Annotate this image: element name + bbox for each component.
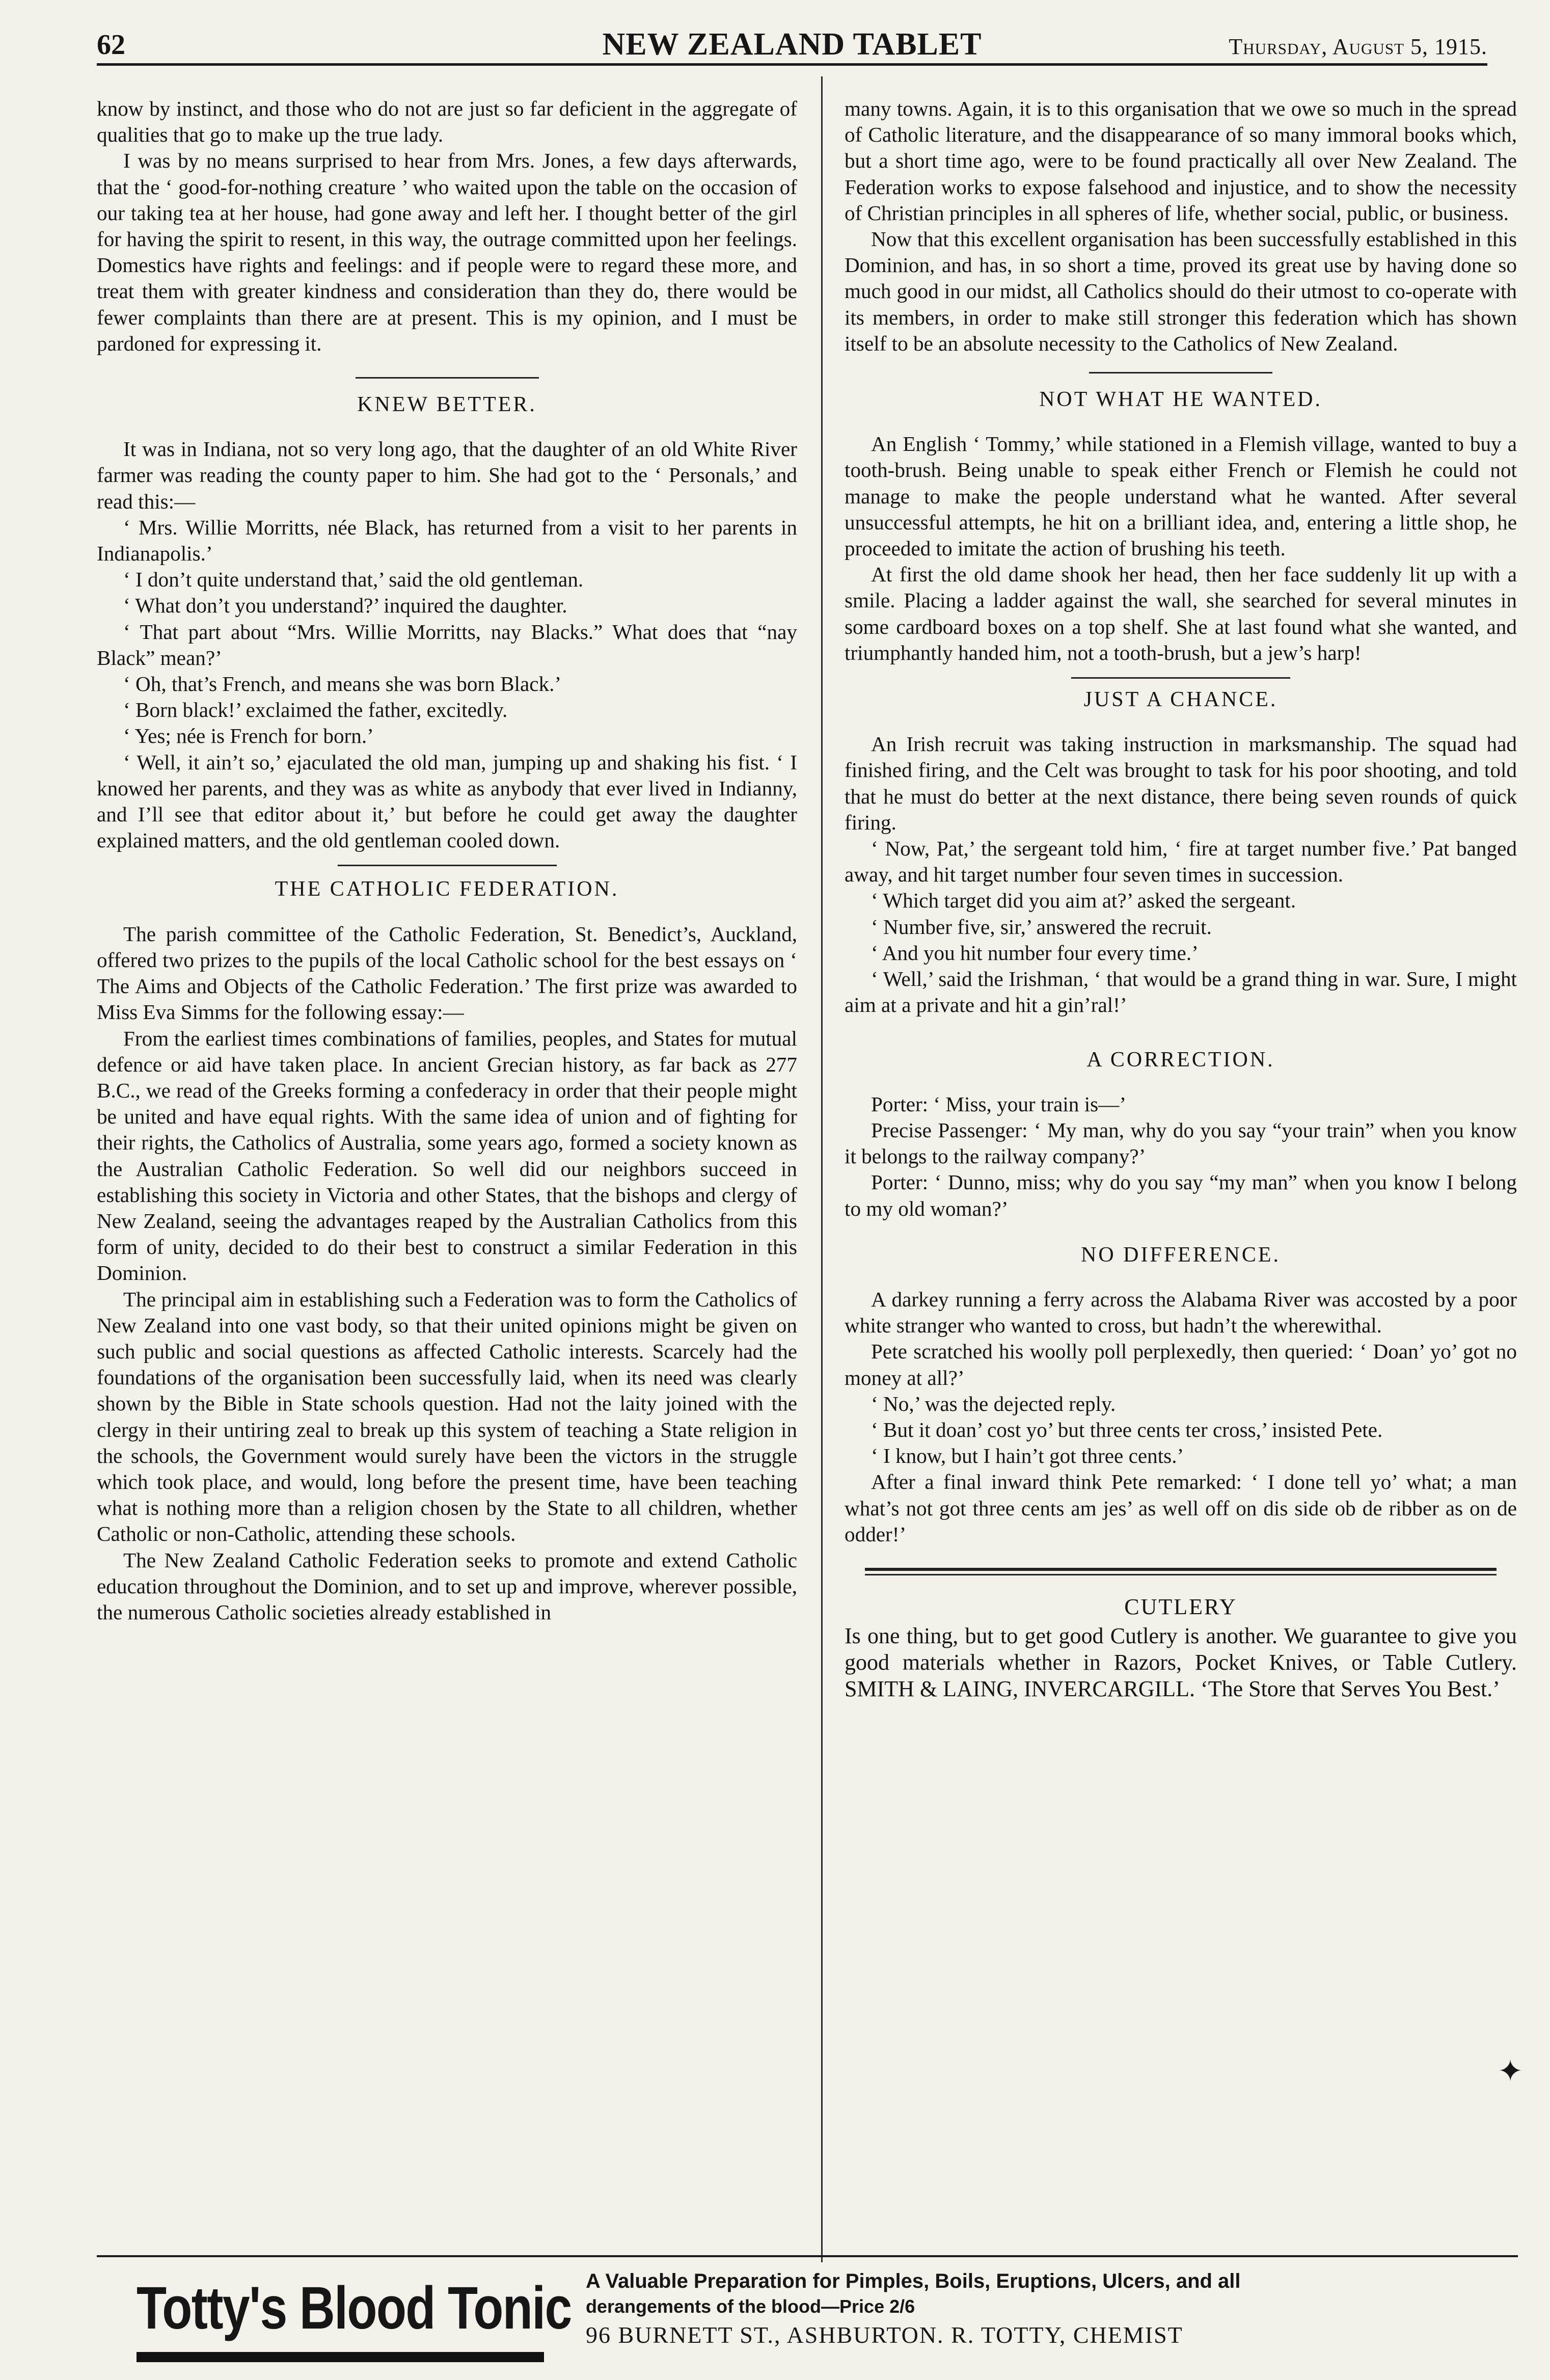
masthead-rule [97, 63, 1487, 66]
left-column [97, 96, 797, 1625]
article-paragraph: The principal aim in establishing such a Federation was to form the Catholics of New Zealand into one vast body, so that their united opinions might be given on such public and social questions as affected Catholic interests. Scarcely had the foundations of the organisation been successfully laid, when its need was clearly shown by the Bible in State schools question. Had not the laity joined with the clergy in their untiring zeal to break up this system of teaching a State religion in the schools, the Government would surely have been the victors in the struggle which took place, and would, long before the present time, have been teaching what is nothing more than a religion chosen by the State to all children, whether Catholic or non-Catholic, attending these schools. [97, 1287, 797, 1546]
article-paragraph: At first the old dame shook her head, then her face suddenly lit up with a smile. Placing a ladder against the wall, she searched for several minutes in some cardboard boxes on a top shelf. She at last found what she wanted, and triumphantly handed him, not a tooth-brush, but a jew’s harp! [845, 563, 1517, 664]
article-paragraph: After a final inward think Pete remarked: ‘ I done tell yo’ what; a man what’s not got three cents am jes’ as well off on dis side ob de ribber as on de odder!’ [845, 1470, 1517, 1546]
tonic-line-3: 96 BURNETT ST., ASHBURTON. R. TOTTY, CHEMIST [586, 2322, 1183, 2348]
section-rule [338, 865, 557, 866]
publication-title: NEW ZEALAND TABLET [602, 27, 982, 62]
article-paragraph: From the earliest times combinations of families, peoples, and States for mutual defence or aid have taken place. In ancient Grecian history, as far back as 277 B.C., we read of the Greeks forming a confederacy in order that their people might be united and have equal rights. With the same idea of union and of fighting for their rights, the Catholics of Australia, some years ago, formed a society known as the Australian Catholic Federation. So well did our neighbors succeed in establishing this society in Victoria and other States, that the bishops and clergy of New Zealand, seeing the advantages reaped by the Australian Catholics from this form of unity, decided to do their best to construct a similar Federation in this Dominion. [97, 1026, 797, 1285]
article-paragraph: An Irish recruit was taking instruction in marksmanship. The squad had finished firing, and the Celt was brought to task for his poor shooting, and told that he must do better at the next distance, there being seven rounds of quick firing. [845, 732, 1517, 834]
article-paragraph: An English ‘ Tommy,’ while stationed in a Flemish village, wanted to buy a tooth-brush. Being unable to speak either French or Flemish he could not manage to make the people understand what he wanted. After several unsuccessful attempts, he hit on a brilliant idea, and, entering a little shop, he proceeded to imitate the action of brushing his teeth. [845, 432, 1517, 560]
article-paragraph: The parish committee of the Catholic Federation, St. Benedict’s, Auckland, offered two prizes to the pupils of the local Catholic school for the best essays on ‘ The Aims and Objects of the Catholic Federation.’ The first prize was awarded to Miss Eva Simms for the following essay:— [97, 922, 797, 1024]
advert-rule [865, 1568, 1497, 1575]
article-paragraph: ‘ Number five, sir,’ answered the recruit. [871, 915, 1212, 939]
tonic-underline [137, 2352, 544, 2362]
intro-paragraph: know by instinct, and those who do not are just so far deficient in the aggregate of qualities that go to make up the true lady. [97, 97, 797, 147]
article-paragraph: The New Zealand Catholic Federation seeks to promote and extend Catholic education throughout the Dominion, and to set up and improve, wherever possible, the numerous Catholic societies already established in [97, 1548, 797, 1624]
heading-catholic-federation: THE CATHOLIC FEDERATION. [275, 877, 619, 901]
article-paragraph: ‘ Yes; née is French for born.’ [123, 724, 374, 748]
tonic-line-1: A Valuable Preparation for Pimples, Boils, Eruptions, Ulcers, and all [586, 2270, 1241, 2292]
article-paragraph: ‘ What don’t you understand?’ inquired the daughter. [123, 594, 567, 618]
article-paragraph: ‘ Oh, that’s French, and means she was born Black.’ [123, 672, 562, 696]
article-paragraph: ‘ Born black!’ exclaimed the father, excitedly. [123, 698, 508, 722]
heading-knew-better: KNEW BETTER. [357, 393, 537, 417]
tonic-brand-name: Totty's Blood Tonic [137, 2275, 572, 2342]
article-paragraph: ‘ That part about “Mrs. Willie Morritts, nay Blacks.” What does that “nay Black” mean?’ [97, 620, 797, 670]
issue-date: Thursday, August 5, 1915. [1229, 34, 1487, 59]
article-paragraph: ‘ Which target did you aim at?’ asked the sergeant. [871, 889, 1296, 913]
article-paragraph: ‘ Well, it ain’t so,’ ejaculated the old man, jumping up and shaking his fist. ‘ I knowed her parents, and they was as white as anybody that ever lived in Indianny, and I’ll see that editor about it,’ but before he could get away the daughter explained matters, and the old gentleman cooled down. [97, 750, 797, 852]
article-paragraph: ‘ But it doan’ cost yo’ but three cents ter cross,’ insisted Pete. [871, 1418, 1383, 1441]
heading-not-what-he-wanted: NOT WHAT HE WANTED. [1039, 388, 1322, 412]
article-paragraph: Now that this excellent organisation has been successfully established in this Dominion, and has, in so short a time, proved its great use by having done so much good in our midst, all Catholics should do their utmost to co-operate with its members, in order to make still stronger this federation which has shown itself to be an absolute necessity to the Catholics of New Zealand. [845, 227, 1517, 355]
section-rule [356, 377, 539, 379]
intro-paragraph: I was by no means surprised to hear from Mrs. Jones, a few days afterwards, that the ‘ good-for-nothing creature ’ who waited upon the table on the occasion of our taking tea at her house, had gone away and left her. I thought better of the girl for having the spirit to resent, in this way, the outrage committed upon her feelings. Domestics have rights and feelings: and if people were to regard these more, and treat them with greater kindness and consideration than they do, there would be fewer complaints than there are at present. This is my opinion, and I must be pardoned for expressing it. [97, 149, 797, 355]
article-paragraph: ‘ No,’ was the dejected reply. [871, 1392, 1116, 1415]
cutlery-ad-text: Is one thing, but to get good Cutlery is another. We guarantee to give you good materials whether in Razors, Pocket Knives, or Table Cutlery. SMITH & LAING, INVERCARGILL. ‘The Store that Serves You Best.’ [845, 1623, 1517, 1702]
article-paragraph: many towns. Again, it is to this organisation that we owe so much in the spread of Catholic literature, and the disappearance of so many immoral books which, but a short time ago, were to be found practically all over New Zealand. The Federation works to expose falsehood and injustice, and to show the necessity of Christian principles in all spheres of life, whether social, public, or business. [845, 97, 1517, 225]
article-paragraph: A darkey running a ferry across the Alabama River was accosted by a poor white stranger who wanted to cross, but hadn’t the wherewithal. [845, 1287, 1517, 1338]
heading-a-correction: A CORRECTION. [1086, 1048, 1275, 1072]
page-number: 62 [97, 29, 125, 61]
article-paragraph: ‘ Mrs. Willie Morritts, née Black, has returned from a visit to her parents in Indianapolis.’ [97, 515, 797, 566]
masthead [97, 26, 1487, 66]
article-paragraph: Pete scratched his woolly poll perplexedly, then queried: ‘ Doan’ yo’ got no money at all?’ [845, 1340, 1517, 1389]
article-paragraph: ‘ Now, Pat,’ the sergeant told him, ‘ fire at target number five.’ Pat banged away, and hit target number four seven times in succession. [845, 837, 1517, 887]
ink-mark-icon: ✦ [1498, 2054, 1524, 2088]
article-paragraph: ‘ I know, but I hain’t got three cents.’ [871, 1444, 1184, 1468]
article-paragraph: Porter: ‘ Miss, your train is—’ [871, 1092, 1127, 1116]
heading-no-difference: NO DIFFERENCE. [1080, 1243, 1281, 1267]
article-paragraph: Precise Passenger: ‘ My man, why do you say “your train” when you know it belongs to the railway company?’ [845, 1118, 1517, 1168]
article-paragraph: ‘ And you hit number four every time.’ [871, 941, 1199, 965]
cutlery-ad-heading: CUTLERY [1124, 1594, 1237, 1619]
tonic-advert-brand [137, 2274, 572, 2370]
tonic-advert-text [586, 2268, 1518, 2348]
right-column [845, 96, 1517, 1702]
article-paragraph: Porter: ‘ Dunno, miss; why do you say “my man” when you know I belong to my old woman?’ [845, 1170, 1517, 1220]
footer-rule [97, 2255, 1518, 2257]
article-paragraph: It was in Indiana, not so very long ago, that the daughter of an old White River farmer was reading the county paper to him. She had got to the ‘ Personals,’ and read this:— [97, 437, 797, 513]
tonic-line-2: derangements of the blood—Price 2/6 [586, 2296, 915, 2317]
article-paragraph: ‘ Well,’ said the Irishman, ‘ that would be a grand thing in war. Sure, I might aim at a private and hit a gin’ral!’ [845, 967, 1517, 1017]
heading-just-a-chance: JUST A CHANCE. [1083, 688, 1278, 712]
section-rule [1089, 372, 1272, 373]
section-rule [1071, 677, 1290, 679]
article-paragraph: ‘ I don’t quite understand that,’ said the old gentleman. [123, 568, 584, 592]
column-divider [821, 76, 823, 2262]
